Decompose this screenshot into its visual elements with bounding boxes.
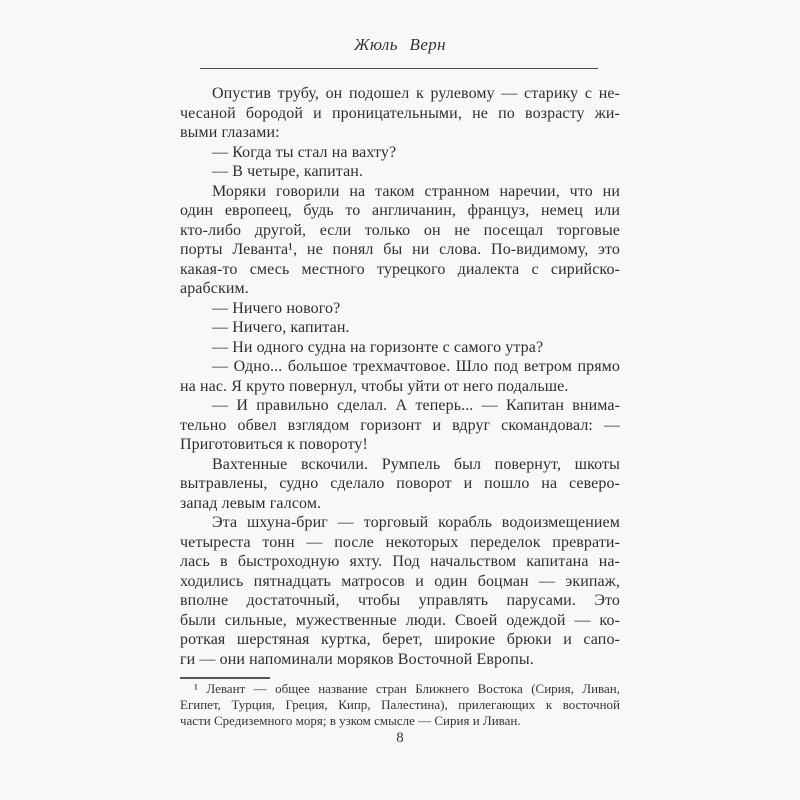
footnote bbox=[180, 681, 620, 729]
text-line: ги — они напоминали моряков Восточной Европы. bbox=[180, 650, 534, 668]
text-line: Моряки говорили на таком странном наречии, что ни bbox=[212, 182, 620, 200]
text-line: выми глазами: bbox=[180, 124, 280, 141]
text-line: ходились пятнадцать матросов и один боцман — экипаж, bbox=[180, 572, 620, 590]
footnote-line: части Средиземного моря; в узком смысле — Сирия и Ливан. bbox=[180, 713, 521, 728]
text-line: — Когда ты стал на вахту? bbox=[212, 143, 397, 161]
body-text bbox=[180, 84, 620, 669]
paragraph bbox=[180, 318, 620, 338]
text-line: четыреста тонн — после некоторых переделок преврати- bbox=[180, 533, 620, 551]
paragraph bbox=[180, 182, 620, 299]
text-line: Эта шхуна-бриг — торговый корабль водоизмещением bbox=[212, 514, 620, 531]
text-line: один европеец, будь то англичанин, француз, немец или bbox=[180, 202, 620, 219]
footnote-line: Египет, Турция, Греция, Кипр, Палестина), прилегающих к восточной bbox=[180, 697, 620, 712]
text-line: арабским. bbox=[180, 280, 249, 297]
header-rule bbox=[200, 68, 598, 69]
text-line: на нас. Я круто повернул, чтобы уйти от него подальше. bbox=[180, 377, 569, 395]
text-line: чесаной бородой и проницательными, не по возрасту жи- bbox=[180, 104, 620, 122]
text-line: — Ничего, капитан. bbox=[212, 319, 350, 336]
text-line: Вахтенные вскочили. Румпель был повернут, шкоты bbox=[212, 455, 620, 473]
paragraph bbox=[180, 357, 620, 396]
footnote-line: ¹ Левант — общее название стран Ближнего Востока (Сирия, Ливан, bbox=[194, 681, 620, 696]
text-line: порты Леванта¹, не понял бы ни слова. По-видимому, это bbox=[180, 241, 620, 258]
paragraph bbox=[180, 455, 620, 514]
text-line: — Ничего нового? bbox=[212, 299, 341, 317]
text-line: — Одно... большое трехмачтовое. Шло под ветром прямо bbox=[212, 358, 620, 375]
paragraph bbox=[180, 143, 620, 163]
text-line: — Ни одного судна на горизонте с самого утра? bbox=[212, 338, 544, 356]
text-line: были сильные, мужественные люди. Своей одеждой — ко- bbox=[180, 611, 620, 629]
paragraph bbox=[180, 338, 620, 358]
text-line: роткая шерстяная куртка, берет, широкие брюки и сапо- bbox=[180, 631, 620, 648]
text-line: вполне достаточный, чтобы управлять парусами. Это bbox=[180, 592, 620, 609]
running-head: Жюль Верн bbox=[354, 35, 446, 54]
footnote-rule bbox=[180, 677, 270, 679]
text-line: Приготовиться к повороту! bbox=[180, 436, 368, 453]
page-number: 8 bbox=[396, 730, 404, 746]
text-line: — В четыре, капитан. bbox=[212, 163, 364, 180]
text-line: какая-то смесь местного турецкого диалекта с сирийско- bbox=[180, 260, 620, 278]
text-line: вытравлены, судно сделало поворот и пошло на северо- bbox=[180, 475, 620, 492]
paragraph bbox=[180, 396, 620, 455]
paragraph bbox=[180, 84, 620, 143]
text-line: запад левым галсом. bbox=[180, 494, 322, 512]
text-line: — И правильно сделал. А теперь... — Капитан внима- bbox=[212, 397, 620, 414]
text-line: Опустив трубу, он подошел к рулевому — старику с не- bbox=[212, 85, 620, 102]
text-line: тельно обвел взглядом горизонт и вдруг скомандовал: — bbox=[180, 416, 620, 434]
paragraph bbox=[180, 299, 620, 319]
paragraph bbox=[180, 162, 620, 182]
text-line: кто-либо другой, если только он не посещал торговые bbox=[180, 221, 620, 239]
paragraph bbox=[180, 513, 620, 669]
text-line: лась в быстроходную яхту. Под начальством капитана на- bbox=[180, 553, 620, 570]
